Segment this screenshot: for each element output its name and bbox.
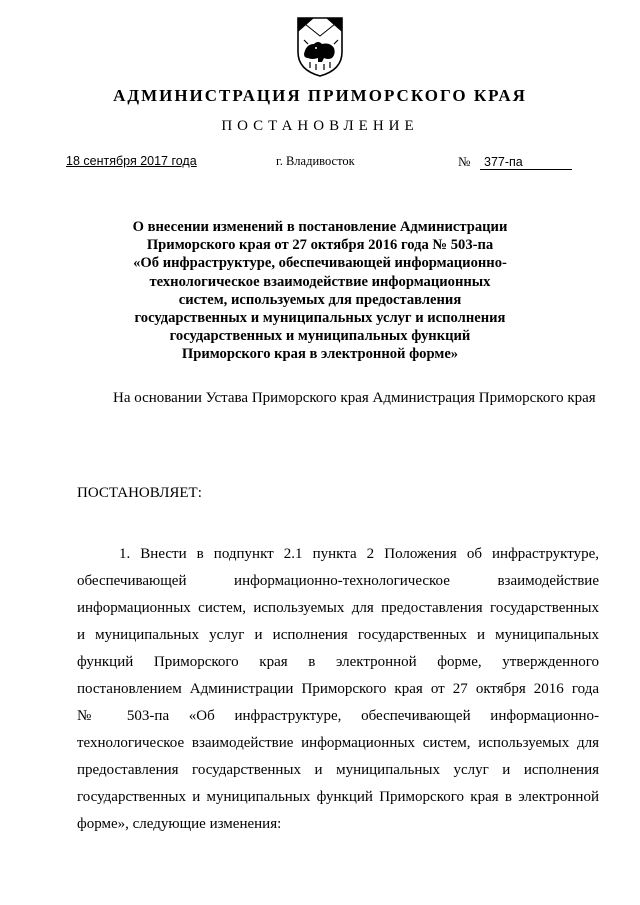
paragraph-line: и муниципальных услуг и исполнения государственных и муниципальных bbox=[77, 627, 599, 643]
paragraph-line: функций Приморского края в электронной форме, утвержденного bbox=[77, 654, 599, 670]
title-line: «Об инфраструктуре, обеспечивающей информационно- bbox=[133, 255, 507, 272]
title-line: систем, используемых для предоставления bbox=[178, 291, 462, 308]
paragraph-line: № 503-па «Об инфраструктуре, обеспечивающей информационно- bbox=[77, 708, 599, 724]
paragraph-line: информационных систем, используемых для предоставления государственных bbox=[77, 600, 599, 616]
title-line: О внесении изменений в постановление Администрации bbox=[132, 219, 508, 235]
title-line: технологическое взаимодействие информационных bbox=[149, 273, 491, 290]
basis-paragraph: На основании Устава Приморского края Администрация Приморского края bbox=[113, 390, 596, 406]
paragraph-line: обеспечивающей информационно-технологическое взаимодействие bbox=[77, 573, 599, 589]
title-line: Приморского края от 27 октября 2016 года № 503-па bbox=[146, 237, 494, 254]
document-number bbox=[458, 154, 572, 170]
document-meta bbox=[0, 154, 640, 174]
item-1-paragraph bbox=[77, 541, 599, 838]
paragraph-line: технологическое взаимодействие информационных систем, используемых для bbox=[77, 735, 599, 751]
title-line: Приморского края в электронной форме» bbox=[181, 346, 459, 363]
paragraph-line: 1. Внести в подпункт 2.1 пункта 2 Положения об инфраструктуре, bbox=[119, 546, 599, 562]
title-line: государственных и муниципальных услуг и исполнения bbox=[134, 310, 506, 327]
document-title bbox=[100, 218, 540, 364]
document-city: г. Владивосток bbox=[276, 154, 355, 168]
paragraph-line: постановлением Администрации Приморского края от 27 октября 2016 года bbox=[77, 681, 599, 697]
decree-heading: ПОСТАНОВЛЯЕТ: bbox=[77, 485, 202, 501]
number-label: № bbox=[458, 154, 471, 169]
document-type: ПОСТАНОВЛЕНИЕ bbox=[221, 118, 419, 134]
document-date: 18 сентября 2017 года bbox=[66, 154, 197, 168]
paragraph-line: государственных и муниципальных функций Приморского края в электронной bbox=[77, 789, 599, 805]
organization-name: АДМИНИСТРАЦИЯ ПРИМОРСКОГО КРАЯ bbox=[113, 86, 527, 105]
primorsky-krai-coat-of-arms-icon bbox=[294, 14, 346, 78]
paragraph-line: предоставления государственных и муниципальных услуг и исполнения bbox=[77, 762, 599, 778]
number-value: 377-па bbox=[480, 155, 572, 170]
paragraph-line: форме», следующие изменения: bbox=[77, 816, 282, 832]
title-line: государственных и муниципальных функций bbox=[169, 328, 471, 345]
